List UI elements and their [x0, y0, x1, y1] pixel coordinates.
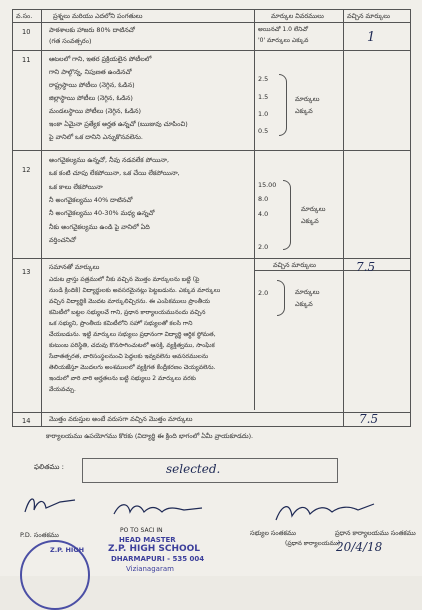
result-label: ఫలితము :	[34, 463, 64, 471]
row-13-line: సేవాతత్పరత, వారిసంస్థలనుంచి పెద్దలకు ఇవ్వవలెను అవసరములను	[49, 353, 209, 360]
row-11-line: ఇంకా ఏమైనా ప్రత్యేక అర్హత ఉన్నచో (ఋజువు చూపించి)	[49, 120, 188, 128]
row-11-brace-label: ఎక్కువ	[295, 107, 313, 115]
row-13-line: వేయవచ్చు.	[49, 386, 76, 393]
row-13-value: 2.0	[258, 289, 269, 297]
row-14-awarded: 7.5	[359, 412, 379, 426]
row-12-value: 15.00	[258, 181, 277, 189]
office-use-note: కార్యాలయము ఉపయోగము కొరకు (విద్యార్థి ఈ క్రింది భాగంలో ఏమీ వ్రాయకూడదు).	[46, 432, 254, 440]
row-13-line: కుటుంబ పరిస్థితి, చదువు కొనసాగించుటలో ఆసక్తి, వ్యక్తిత్వము, సాంఘిక	[49, 342, 215, 349]
header-question: ప్రశ్నలు మరియు ఎదలోని పంగతులు	[53, 12, 143, 20]
row-12-line: వర్తించనిచో	[49, 236, 77, 244]
header-marks-detail: మార్కుల వివరములు	[271, 12, 324, 20]
member-signature-label: సభ్యుల సంతకము	[250, 529, 296, 537]
row-12-number: 12	[22, 166, 31, 174]
row-11-brace-label: మార్కులు	[295, 95, 320, 103]
pd-signature-label: P.D. సంతకము	[20, 531, 59, 539]
row-11-number: 11	[22, 56, 31, 64]
row-12-line: నీ అంగవైకల్యము 40-30% మధ్య ఉన్నచో	[49, 209, 155, 217]
row-10-number: 10	[22, 28, 31, 36]
row-12-brace-label: మార్కులు	[301, 205, 326, 213]
row-10-line: పాఠశాలకు హాజరు 80% దాటినచో	[49, 26, 135, 34]
row-12-brace	[283, 180, 291, 250]
headmaster-signature	[110, 500, 210, 522]
row-13-line: తెలియజేస్తూ మొదలగు అంశములలో వ్యక్తిగత కేంద్రీకరణం చెయ్యవలెను.	[49, 364, 216, 371]
row-12-line: నీ అంగవైకల్యము 40% దాటినచో	[49, 196, 133, 204]
row-12-line: నీకు అంగవైకల్యము ఉండి పై వానిలో ఏది	[49, 223, 150, 231]
row-13-line: ఎదుట వ్రాస్తు పత్రములో నీకు వచ్చిన మొత్తం మార్కులను బట్టి (పై	[49, 276, 200, 283]
row-14-number: 14	[22, 417, 31, 425]
row-11-value: 0.5	[258, 127, 269, 135]
row-11-line: మండలస్థాయి పోటీలు (నెగ్గిన, ఓడిన)	[49, 107, 141, 115]
row-13-subheader: వచ్చిన మార్కులు	[273, 261, 316, 269]
row-12-brace-label: ఎక్కువ	[301, 217, 319, 225]
row-11-value: 1.5	[258, 93, 269, 101]
row-14-text: మొత్తం వరుస్తుల అంటే వరుసగా వచ్చిన మొత్తం మార్కులు	[49, 415, 193, 423]
marks-table	[12, 9, 411, 427]
row-12-value: 8.0	[258, 195, 269, 203]
pdiw-label: PO TO SACI IN	[120, 527, 163, 534]
row-12-value: 4.0	[258, 210, 269, 218]
row-13-line: వచ్చిన విద్యార్థికి మొదట మార్కులిచ్చిరను. ఈ ఎంపికములు ప్రాంతీయ	[49, 298, 210, 305]
row-12-line: ఒక కంటి చూపు లేకపోయినా, ఒక చేయి లేకపోయినా,	[49, 169, 180, 177]
row-13-number: 13	[22, 268, 31, 276]
row-10-line: (గత సంవత్సరం)	[49, 37, 92, 45]
row-13-line: ఒక సభ్యుని, ప్రాంతీయ కమిటీలోని సహో సభ్యులతో కలసి గాని	[49, 320, 193, 327]
row-13-line: నుండి క్రిందికి) విద్యార్థులకు అవసరమైనట్లు పెట్టబడును. ఎక్కువ మార్కులు	[49, 287, 221, 294]
row-13-line: చేయబడును. ఇట్టి మార్కులు సభ్యులు ప్రధానంగా విద్యార్థి ఆర్థిక స్థోమత,	[49, 331, 216, 338]
header-marks-awarded: వచ్చిన మార్కులు	[347, 12, 390, 20]
row-12-line: అంగవైకల్యము ఉన్నచో, నీవు నడవలేక పోయినా,	[49, 156, 170, 164]
row-11-line: ఆటలలో గాని, ఇతర ప్రక్రియలైన పోటీలలో	[49, 55, 152, 63]
header-sno: వ.సం.	[16, 12, 33, 20]
row-12-line: ఒక కాలు లేకపోయినా	[49, 183, 103, 191]
round-stamp-text: Z.P. HIGH	[50, 546, 85, 554]
chief-signature	[270, 498, 380, 528]
stamp-line-3: DHARMAPURI - 535 004	[111, 555, 205, 563]
row-11-brace	[279, 74, 287, 136]
row-13-title: సమానతో మార్కులు	[49, 263, 100, 271]
row-13-awarded: 7.5	[356, 260, 376, 274]
chief-signature-label: ప్రధాన కార్యాలయము సంతకము	[335, 529, 416, 537]
row-11-line: గాని పాల్గొన్న, నిపుణత ఉండినచో	[49, 68, 132, 76]
row-11-line: పై వానిలో ఒక దానిని ఎన్నుకొనవలెను.	[49, 133, 143, 141]
row-11-value: 2.5	[258, 75, 269, 83]
chief-sub-label: (ప్రధాన కార్యాలయము)	[285, 540, 341, 547]
row-13-line: కమిటీలో బట్టల సభ్యులచే గాని, ప్రధాన కార్యాలయమునందు వచ్చిన	[49, 309, 206, 316]
row-13-line: ఇందులో వారి వారి అర్హతలను బట్టి సభ్యులు 2 మార్కులు వరకు	[49, 375, 196, 382]
signature-date: 20/4/18	[336, 540, 383, 554]
row-10-detail: '0' మార్కులు ఎక్కువ	[258, 37, 309, 44]
stamp-line-4: Vizianagaram	[126, 565, 174, 573]
row-11-line: జిల్లాస్థాయి పోటీలు (నెగ్గిన, ఓడిన)	[49, 94, 133, 102]
row-13-brace-label: ఎక్కువ	[295, 300, 313, 308]
row-12-value: 2.0	[258, 243, 269, 251]
row-10-detail: అయినచో 1.0 లేనిచో	[258, 26, 309, 33]
row-13-brace-label: మార్కులు	[295, 288, 320, 296]
row-13-brace	[277, 280, 285, 316]
pd-signature	[20, 490, 80, 520]
row-11-line: రాష్ట్రస్థాయి పోటీలు (నెగ్గిన, ఓడిన)	[49, 81, 135, 89]
stamp-line-1: HEAD MASTER	[119, 536, 176, 544]
result-value: selected.	[166, 462, 221, 476]
row-10-awarded: 1	[367, 30, 376, 45]
stamp-line-2: Z.P. HIGH SCHOOL	[108, 544, 201, 554]
row-11-value: 1.0	[258, 110, 269, 118]
